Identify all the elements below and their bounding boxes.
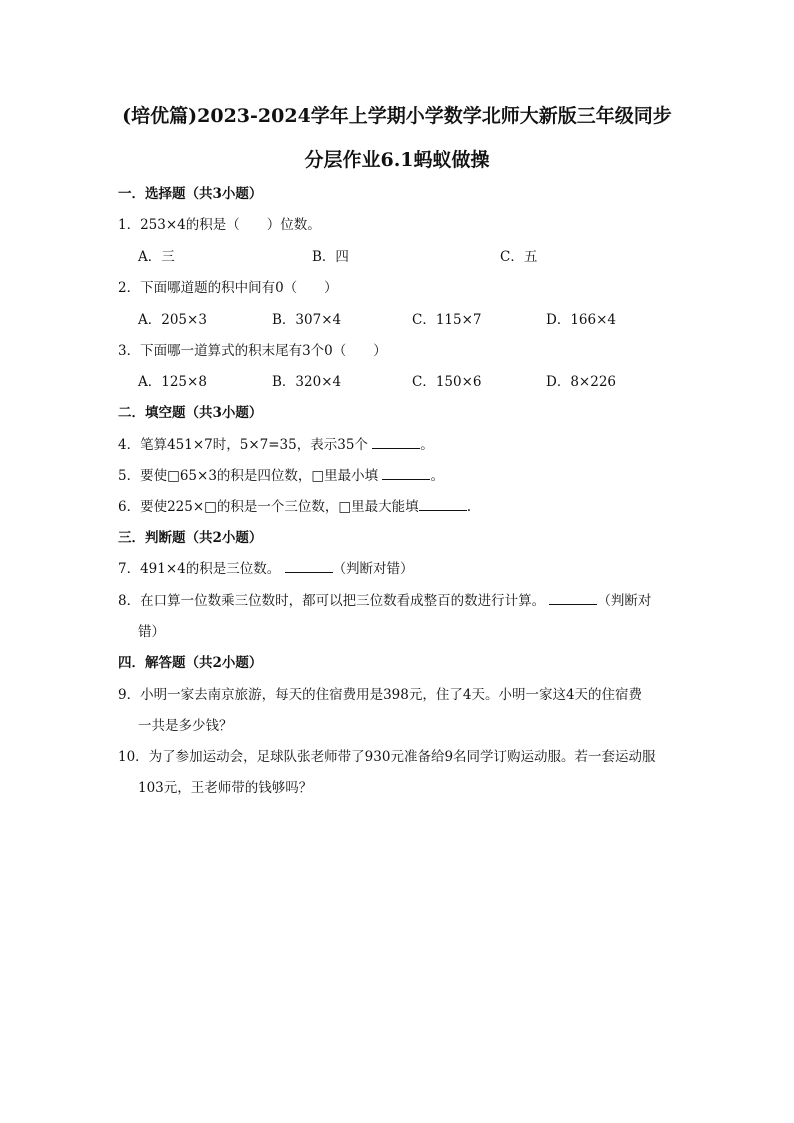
- question-10: 10．为了参加运动会，足球队张老师带了930元准备给9名同学订购运动服。若一套运动服: [118, 749, 656, 765]
- answer-blank-8[interactable]: [549, 591, 597, 605]
- question-6-end: .: [466, 499, 471, 515]
- answer-blank-5[interactable]: [382, 466, 430, 480]
- answer-blank-4[interactable]: [372, 435, 420, 449]
- question-4: [118, 435, 434, 455]
- question-8-continued: 错）: [138, 624, 165, 640]
- section-heading-judge: 三．判断题（共2小题）: [118, 530, 263, 546]
- q2-option-d: D．166×4: [546, 312, 616, 328]
- q2-option-a: A．205×3: [138, 312, 207, 328]
- q1-option-b: B．四: [312, 249, 349, 265]
- question-4-text: 4．笔算451×7时，5×7=35，表示35个: [118, 437, 368, 453]
- question-8-end: （判断对: [597, 593, 652, 609]
- q3-option-d: D．8×226: [546, 374, 616, 390]
- question-10-continued: 103元，王老师带的钱够吗？: [138, 780, 313, 796]
- question-5-text: 5．要使□65×3的积是四位数，□里最小填: [118, 468, 379, 484]
- question-8-text: 8．在口算一位数乘三位数时，都可以把三位数看成整百的数进行计算。: [118, 593, 546, 609]
- q2-option-c: C．115×7: [412, 312, 482, 328]
- answer-blank-7[interactable]: [285, 559, 333, 573]
- question-5: [118, 466, 444, 486]
- question-9: 9．小明一家去南京旅游，每天的住宿费用是398元，住了4天。小明一家这4天的住宿费: [118, 687, 643, 703]
- section-heading-solve: 四．解答题（共2小题）: [118, 655, 263, 671]
- q2-option-b: B．307×4: [272, 312, 342, 328]
- answer-blank-6[interactable]: [419, 497, 467, 511]
- q1-option-c: C．五: [500, 249, 538, 265]
- question-9-continued: 一共是多少钱？: [138, 718, 233, 734]
- question-6-text: 6．要使225×□的积是一个三位数，□里最大能填: [118, 499, 419, 515]
- question-3: 3．下面哪一道算式的积末尾有3个0（ ）: [118, 343, 387, 359]
- question-6: [118, 497, 471, 517]
- title-line-1: (培优篇)2023-2024学年上学期小学数学北师大新版三年级同步: [122, 105, 672, 127]
- question-2: 2．下面哪道题的积中间有0（ ）: [118, 280, 338, 296]
- question-8: [118, 591, 651, 611]
- question-7: [118, 559, 414, 579]
- question-4-end: 。: [420, 437, 434, 453]
- section-heading-choice: 一．选择题（共3小题）: [118, 186, 263, 202]
- question-1: 1．253×4的积是（ ）位数。: [118, 217, 321, 233]
- question-7-end: （判断对错）: [332, 561, 414, 577]
- q3-option-c: C．150×6: [412, 374, 482, 390]
- question-7-text: 7．491×4的积是三位数。: [118, 561, 281, 577]
- title-line-2: 分层作业6.1蚂蚁做操: [304, 149, 490, 171]
- q1-option-a: A．三: [138, 249, 175, 265]
- question-5-end: 。: [430, 468, 444, 484]
- q3-option-a: A．125×8: [138, 374, 207, 390]
- section-heading-fill: 二．填空题（共3小题）: [118, 405, 263, 421]
- q3-option-b: B．320×4: [272, 374, 342, 390]
